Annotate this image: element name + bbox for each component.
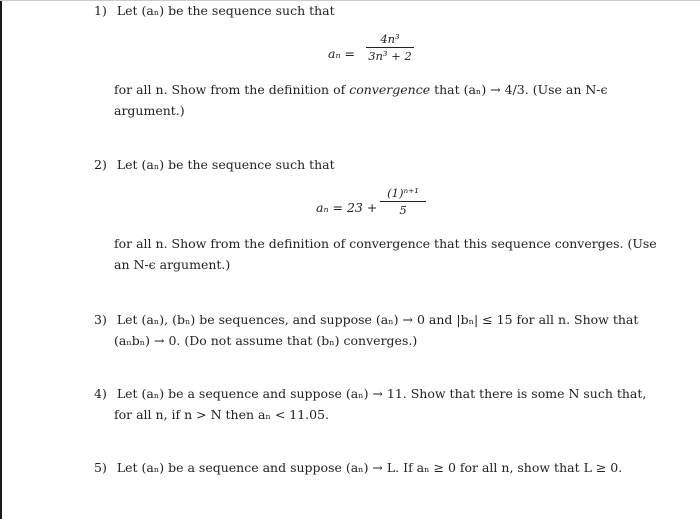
- problem-1-intro: Let (aₙ) be the sequence such that: [116, 3, 335, 18]
- problem-3-number: 3): [94, 312, 107, 327]
- problem-4-number: 4): [94, 386, 107, 401]
- problem-2-text-b: an N-ϵ argument.): [114, 257, 231, 272]
- problem-1-formula-lhs: aₙ =: [328, 46, 355, 61]
- problem-1-text-a: for all n. Show from the definition of: [114, 82, 346, 97]
- problem-1-number: 1): [94, 3, 107, 18]
- problem-5-text-a: Let (aₙ) be a sequence and suppose (aₙ) → L. If aₙ ≥ 0 for all n, show that L ≥ 0.: [116, 460, 623, 475]
- problem-1-text-c: argument.): [114, 103, 185, 118]
- problem-2-fraction: [380, 186, 426, 217]
- problem-1-fraction: [366, 32, 414, 63]
- problem-2-formula-lhs: aₙ = 23 +: [316, 200, 378, 215]
- problem-4-text-a: Let (aₙ) be a sequence and suppose (aₙ) → 11. Show that there is some N such that,: [116, 386, 647, 401]
- problem-2-text-a: for all n. Show from the definition of convergence that this sequence converges. (Use: [114, 236, 657, 251]
- page-top-edge: [0, 0, 700, 1]
- problem-2-numerator: (1)ⁿ⁺¹: [387, 186, 419, 200]
- problem-2-intro: Let (aₙ) be the sequence such that: [116, 157, 335, 172]
- problem-3-text-a: Let (aₙ), (bₙ) be sequences, and suppose (aₙ) → 0 and |bₙ| ≤ 15 for all n. Show that: [116, 312, 639, 327]
- problem-1-emphasis: convergence: [349, 82, 431, 97]
- problem-1-text-b: that (aₙ) → 4/3. (Use an N-ϵ: [434, 82, 608, 97]
- problem-2-denominator: 5: [399, 203, 407, 217]
- problem-1-numerator: 4n³: [380, 32, 400, 46]
- page-left-edge: [0, 0, 2, 519]
- problem-5-number: 5): [94, 460, 107, 475]
- problem-4-text-b: for all n, if n > N then aₙ < 11.05.: [114, 407, 330, 422]
- problem-1-denominator: 3n³ + 2: [368, 49, 412, 63]
- problem-2-number: 2): [94, 157, 107, 172]
- problem-3-text-b: (aₙbₙ) → 0. (Do not assume that (bₙ) converges.): [114, 333, 418, 348]
